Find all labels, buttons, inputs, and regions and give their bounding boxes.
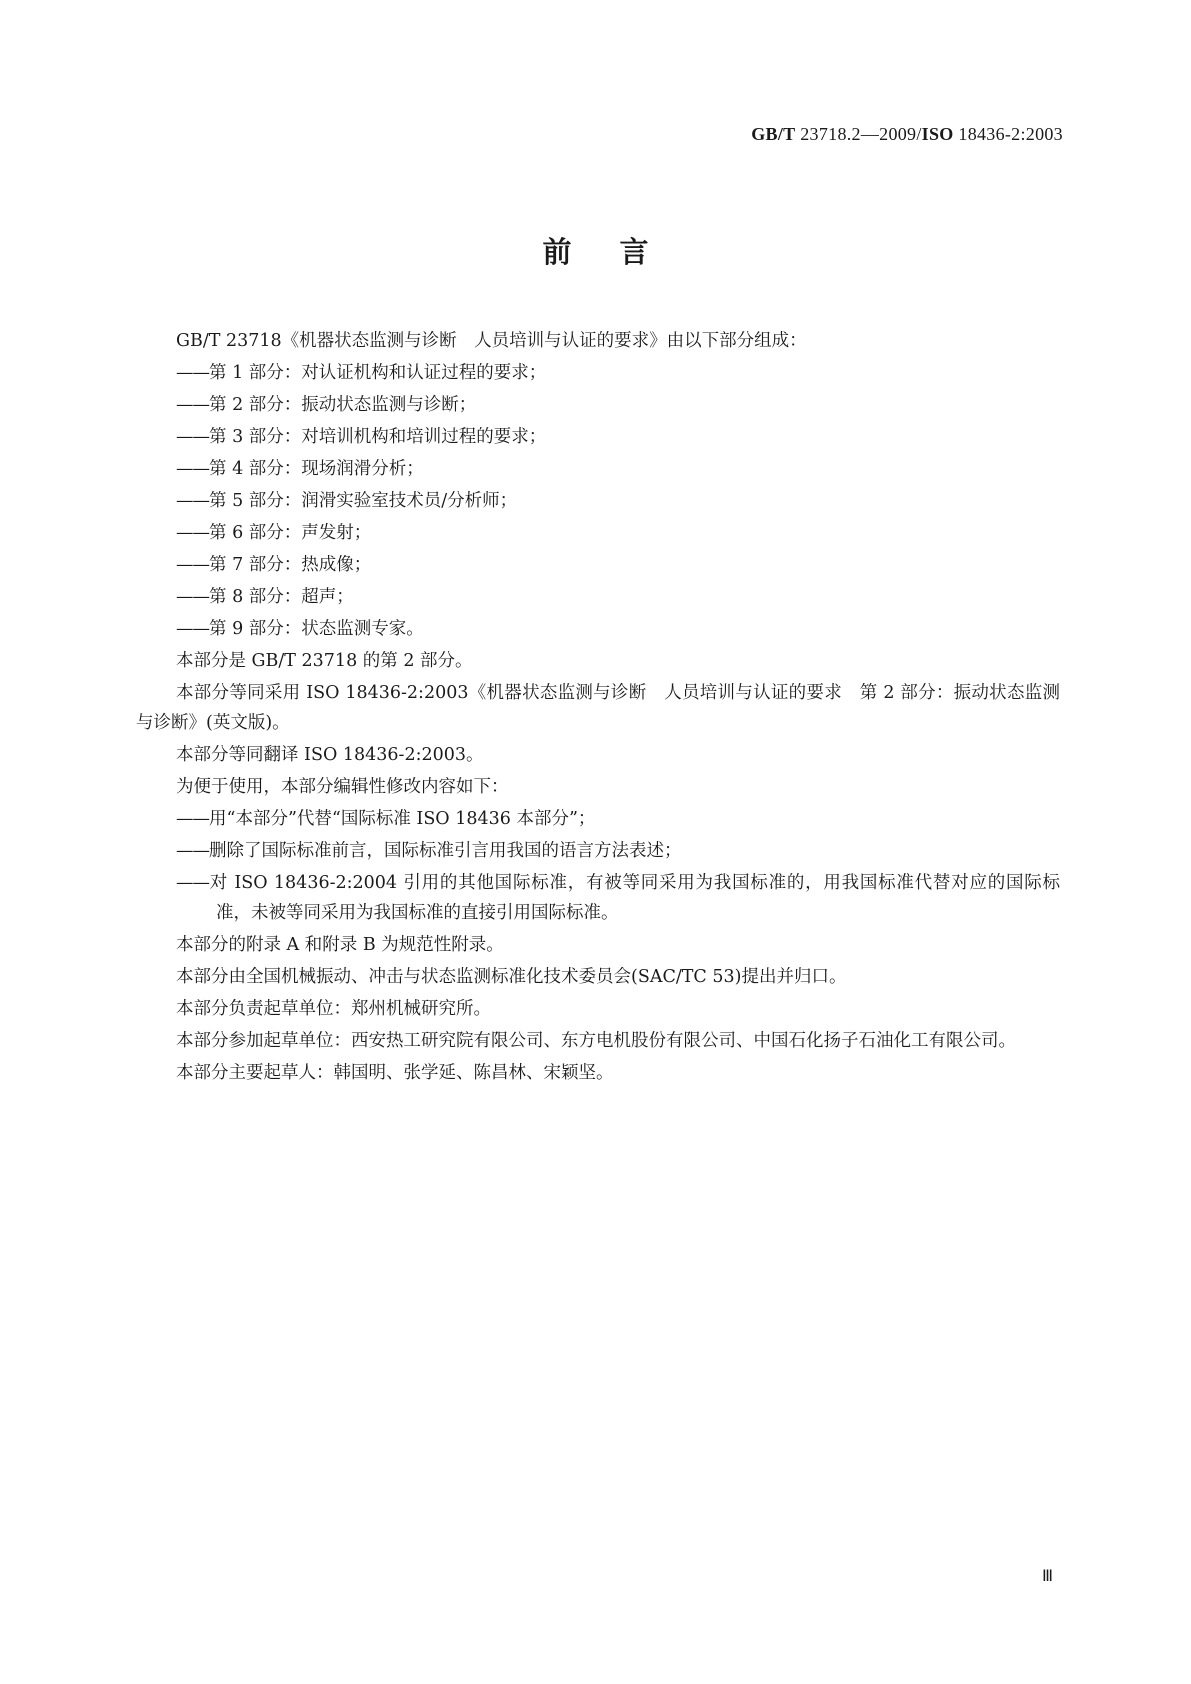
list-item — [136, 486, 1060, 516]
dash: —— — [176, 809, 209, 829]
dash: —— — [176, 873, 209, 893]
list-item — [136, 868, 1060, 928]
participants-paragraph: 本部分参加起草单位：西安热工研究院有限公司、东方电机股份有限公司、中国石化扬子石油化工有限公司。 — [176, 1031, 1016, 1051]
list-item-text: 第 2 部分：振动状态监测与诊断； — [209, 395, 477, 415]
page-title: 前言 — [542, 235, 697, 269]
list-item-text: 删除了国际标准前言，国际标准引言用我国的语言方法表述； — [209, 841, 682, 861]
authors-paragraph: 本部分主要起草人：韩国明、张学延、陈昌林、宋颖坚。 — [176, 1063, 614, 1083]
dash: —— — [176, 587, 209, 607]
list-item — [136, 836, 1060, 866]
standard-code-iso-number: 18436-2:2003 — [958, 124, 1063, 144]
intro-paragraph: GB/T 23718《机器状态监测与诊断 人员培训与认证的要求》由以下部分组成： — [176, 331, 807, 351]
annex-paragraph: 本部分的附录 A 和附录 B 为规范性附录。 — [176, 935, 504, 955]
dash: —— — [176, 395, 209, 415]
list-item-text: 第 7 部分：热成像； — [209, 555, 372, 575]
list-item — [136, 390, 1060, 420]
dash: —— — [176, 619, 209, 639]
dash: —— — [176, 555, 209, 575]
standard-code-gb: GB/T — [751, 124, 796, 144]
list-item — [136, 804, 1060, 834]
list-item-text: 用“本部分”代替“国际标准 ISO 18436 本部分”； — [209, 809, 596, 829]
list-item-text: 第 3 部分：对培训机构和培训过程的要求； — [209, 427, 547, 447]
list-item — [136, 454, 1060, 484]
list-item — [136, 422, 1060, 452]
dash: —— — [176, 459, 209, 479]
standard-code-number: 23718.2—2009/ — [800, 124, 922, 144]
part-paragraph: 本部分是 GB/T 23718 的第 2 部分。 — [176, 651, 473, 671]
list-item-text: 第 5 部分：润滑实验室技术员/分析师； — [209, 491, 518, 511]
translation-paragraph: 本部分等同翻译 ISO 18436-2:2003。 — [176, 745, 484, 765]
dash: —— — [176, 841, 209, 861]
list-item — [136, 614, 1060, 644]
standard-code — [751, 124, 1063, 145]
dash: —— — [176, 363, 209, 383]
dash: —— — [176, 491, 209, 511]
list-item-text: 第 9 部分：状态监测专家。 — [209, 619, 424, 639]
list-item-text: 第 6 部分：声发射； — [209, 523, 372, 543]
dash: —— — [176, 427, 209, 447]
edit-paragraph: 为便于使用，本部分编辑性修改内容如下： — [176, 777, 509, 797]
standard-code-iso: ISO — [921, 124, 954, 144]
list-item — [136, 550, 1060, 580]
list-item-text: 第 1 部分：对认证机构和认证过程的要求； — [209, 363, 547, 383]
foreword-body — [136, 326, 1060, 1090]
list-item — [136, 518, 1060, 548]
page-number: Ⅲ — [1041, 1568, 1053, 1585]
drafter-paragraph: 本部分负责起草单位：郑州机械研究所。 — [176, 999, 491, 1019]
list-item — [136, 358, 1060, 388]
proposed-paragraph: 本部分由全国机械振动、冲击与状态监测标准化技术委员会(SAC/TC 53)提出并归口。 — [176, 967, 847, 987]
adoption-paragraph: 本部分等同采用 ISO 18436-2:2003《机器状态监测与诊断 人员培训与认证的要求 第 2 部分：振动状态监测与诊断》(英文版)。 — [136, 683, 1060, 733]
list-item-text: 第 4 部分：现场润滑分析； — [209, 459, 424, 479]
list-item-text: 对 ISO 18436-2:2004 引用的其他国际标准，有被等同采用为我国标准的，用我国标准代替对应的国际标准，未被等同采用为我国标准的直接引用国际标准。 — [209, 873, 1060, 923]
list-item-text: 第 8 部分：超声； — [209, 587, 354, 607]
list-item — [136, 582, 1060, 612]
dash: —— — [176, 523, 209, 543]
